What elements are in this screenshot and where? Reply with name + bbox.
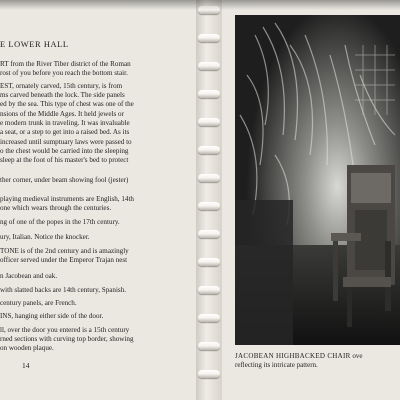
binding-coil <box>198 342 220 350</box>
binding-coil <box>198 370 220 378</box>
text-line: on wooden plaque. <box>0 344 54 353</box>
text-line: TONE is of the 2nd century and is amazingly <box>0 246 129 255</box>
binding-coil <box>198 258 220 266</box>
binding-coil <box>198 314 220 322</box>
text-line: INS, hanging either side of the door. <box>0 312 104 321</box>
binding-coil <box>198 146 220 154</box>
text-line: increased until sumptuary laws were passed to <box>0 137 132 146</box>
page-number: 14 <box>22 361 30 370</box>
binding-coil <box>198 202 220 210</box>
text-line: rost of you before you reach the bottom stair. <box>0 69 128 78</box>
binding-coil <box>198 230 220 238</box>
body-text <box>0 60 188 354</box>
binding-coil <box>198 62 220 70</box>
right-page <box>222 0 400 400</box>
binding-coil <box>198 34 220 42</box>
binding-coil <box>198 286 220 294</box>
text-line: ms carved beneath the lock. The side panels <box>0 91 125 100</box>
caption-continuation: ove <box>352 352 363 360</box>
text-line: n Jacobean and oak. <box>0 272 58 281</box>
text-line: ng of one of the popes in the 17th century. <box>0 217 120 226</box>
binding-coil <box>198 174 220 182</box>
text-line: a seat, or a step to get into a raised bed. As its <box>0 128 130 137</box>
photo-artwork <box>235 15 400 345</box>
binding-coil <box>198 90 220 98</box>
binding-coil <box>198 118 220 126</box>
text-line: rned sections with curving top border, showing <box>0 334 134 343</box>
text-line: one which wears through the centuries. <box>0 204 112 213</box>
left-page <box>0 0 196 400</box>
text-line: EST, ornately carved, 15th century, is from <box>0 81 123 90</box>
text-line: nsions of the Middle Ages. It held jewels or <box>0 109 124 118</box>
text-line: ed by the sea. This type of chest was one of the <box>0 100 134 109</box>
text-line: ury, Italian. Notice the knocker. <box>0 233 90 242</box>
photo-caption <box>235 352 400 370</box>
text-line: RT from the River Tiber district of the Roman <box>0 60 131 68</box>
text-line: e modern trunk in traveling. It was invaluable <box>0 119 130 128</box>
top-edge-shadow <box>0 0 400 10</box>
caption-title: JACOBEAN HIGHBACKED CHAIR <box>235 352 351 360</box>
text-line: officer served under the Emperor Trajan nest <box>0 255 128 264</box>
caption-line-2: reflecting its intricate pattern. <box>235 361 318 369</box>
spiral-binding <box>196 0 222 400</box>
text-line: ther corner, under beam showing fool (jester) <box>0 175 129 184</box>
text-line: sleep at the foot of his master's bed to protect <box>0 156 129 165</box>
text-line: ll, over the door you entered is a 15th century <box>0 325 130 334</box>
text-line: o the chest would be carried into the sleeping <box>0 147 129 156</box>
text-line: with slatted backs are 14th century, Spanish. <box>0 285 127 294</box>
chair-photograph <box>235 15 400 345</box>
text-line: century panels, are French. <box>0 298 77 307</box>
text-line: playing medieval instruments are English, 14th <box>0 195 134 204</box>
section-heading: E LOWER HALL <box>0 40 69 49</box>
